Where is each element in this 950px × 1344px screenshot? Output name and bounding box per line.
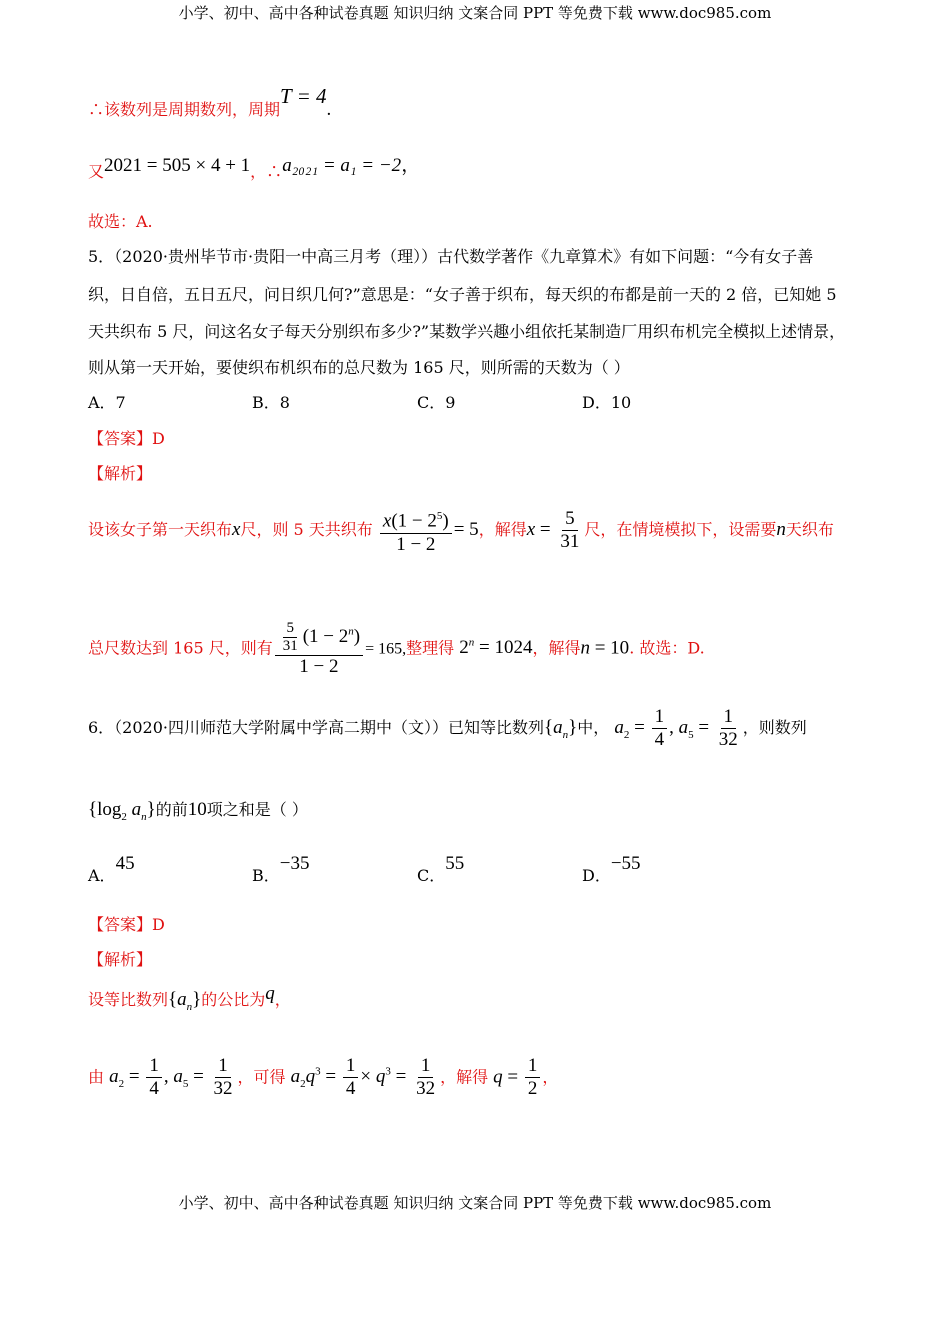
text: ，解得 (440, 1067, 489, 1087)
total-fraction: $\frac{5}{31}$ $(1 - 2^n)$ 1 − 2 (275, 620, 363, 678)
text: 项之和是（ ） (206, 800, 308, 819)
text: . 故选：D. (629, 638, 705, 658)
choose-line: 故选：A. (88, 212, 153, 231)
index-computation: 又2021 = 505 × 4 + 1，∴a₂₀₂₁ = a₁ = −2， (88, 155, 421, 181)
text: ∴该数列是周期数列，周期 (88, 100, 281, 119)
value: 45 (115, 853, 135, 874)
value: −55 (610, 853, 641, 874)
formula: T = 4 (280, 84, 327, 108)
text: 总尺数达到 165 尺，则有 (88, 638, 273, 658)
q5-answer: 【答案】D (88, 429, 165, 448)
text: 6．（2020·四川师范大学附属中学高二期中（文））已知等比数列 (88, 718, 544, 737)
text: 尺，则 5 天共织布 (240, 520, 373, 539)
q5-stem-line1: 5．（2020·贵州毕节市·贵阳一中高三月考（理））古代数学著作《九章算术》有如下问题：“今有女子善 (88, 247, 814, 266)
q6-option-b (252, 853, 310, 886)
q5-option-b: B．8 (252, 393, 290, 412)
text: 的公比为 (201, 990, 266, 1009)
period-conclusion: ∴该数列是周期数列，周期T = 4. (88, 84, 332, 120)
number: 10 (187, 799, 207, 820)
text: ，解得 (478, 520, 527, 539)
label: B． (252, 866, 280, 885)
text: ，可得 (237, 1067, 286, 1087)
q5-analysis-label: 【解析】 (88, 464, 153, 483)
q5-option-a: A．7 (88, 393, 126, 412)
sum-fraction: $\frac{x(1 - 2^5)}{1 - 2}$ (380, 505, 452, 555)
label: D． (582, 866, 611, 885)
q6-solution-line1: 设等比数列$\{a_n\}$的公比为q， (88, 983, 291, 1013)
text: 尺，在情境模拟下，设需要 (584, 520, 777, 539)
q5-solution-line2: 总尺数达到 165 尺，则有 $\frac{5}{31}$ $(1 - 2^n)$ 1 − 2 = 165,整理得 $2^n = 1024$，解得n = 10. 故选：D. (88, 619, 705, 677)
x-fraction: $\frac{5}{31}$ (560, 508, 580, 552)
text: ， (274, 990, 291, 1009)
formula: 2021 = 505 × 4 + 1 (104, 155, 251, 176)
q5-stem-line2: 织，日自倍，五日五尺，问日织几何?”意思是：“女子善于织布，每天织的布都是前一天的 2 倍，已知她 5 (88, 285, 837, 304)
text: 由 (88, 1067, 105, 1087)
page-header: 小学、初中、高中各种试卷真题 知识归纳 文案合同 PPT 等免费下载 www.doc985.com (178, 4, 772, 22)
text: 设等比数列 (88, 990, 169, 1009)
q5-stem-line3: 天共织布 5 尺，问这名女子每天分别织布多少?”某数学兴趣小组依托某制造厂用织布机完全模拟上述情景， (88, 322, 846, 341)
text: 设该女子第一天织布 (88, 520, 233, 539)
text: ，∴ (250, 162, 283, 181)
text: 又 (88, 162, 105, 181)
text: ，则数列 (742, 718, 807, 737)
q6-stem-line1: 6．（2020·四川师范大学附属中学高二期中（文））已知等比数列$\{a_n\}$中， $a_2$ = $\frac{1}{4}$ , $a_5$ = $\frac{1}{32}$ ，则数列 (88, 706, 807, 750)
text: 中， (577, 718, 610, 737)
q5-option-c: C．9 (417, 393, 456, 412)
value: −35 (279, 853, 310, 874)
q6-option-d (582, 853, 641, 886)
label: C． (417, 866, 446, 885)
text: ，解得 (532, 638, 581, 658)
q6-option-a (88, 853, 135, 886)
q5-stem-line4: 则从第一天开始，要使织布机织布的总尺数为 165 尺，则所需的天数为（ ） (88, 358, 630, 377)
q5-option-d: D．10 (582, 393, 632, 412)
q6-solution-line2: 由 $a_2$ = $\frac{1}{4}$ , $a_5$ = $\frac{1}{32}$ ，可得 $a_2q^3$ = $\frac{1}{4}$ × $q^3$ = $\frac{1}{32}$ ，解得 q = $\frac{1}{2}$ ， (88, 1055, 559, 1100)
text: ， (542, 1067, 559, 1087)
page-footer: 小学、初中、高中各种试卷真题 知识归纳 文案合同 PPT 等免费下载 www.doc985.com (178, 1194, 772, 1212)
q5-solution-line1: 设该女子第一天织布x尺，则 5 天共织布 $\frac{x(1 - 2^5)}{1 - 2}$ = 5，解得x = $\frac{5}{31}$ 尺，在情境模拟下，设需要n天织布 (88, 500, 834, 560)
q6-option-c (417, 853, 465, 886)
q6-analysis-label: 【解析】 (88, 950, 153, 969)
formula: a₂₀₂₁ = a₁ = −2 (282, 155, 402, 176)
q6-answer: 【答案】D (88, 915, 165, 934)
text: 的前 (155, 800, 188, 819)
q6-stem-line2: {$\log_2$ $a_n$}的前10项之和是（ ） (88, 799, 308, 823)
text: 天织布 (785, 520, 834, 539)
text: 整理得 (406, 638, 455, 658)
label: A． (88, 866, 116, 885)
value: 55 (445, 853, 465, 874)
